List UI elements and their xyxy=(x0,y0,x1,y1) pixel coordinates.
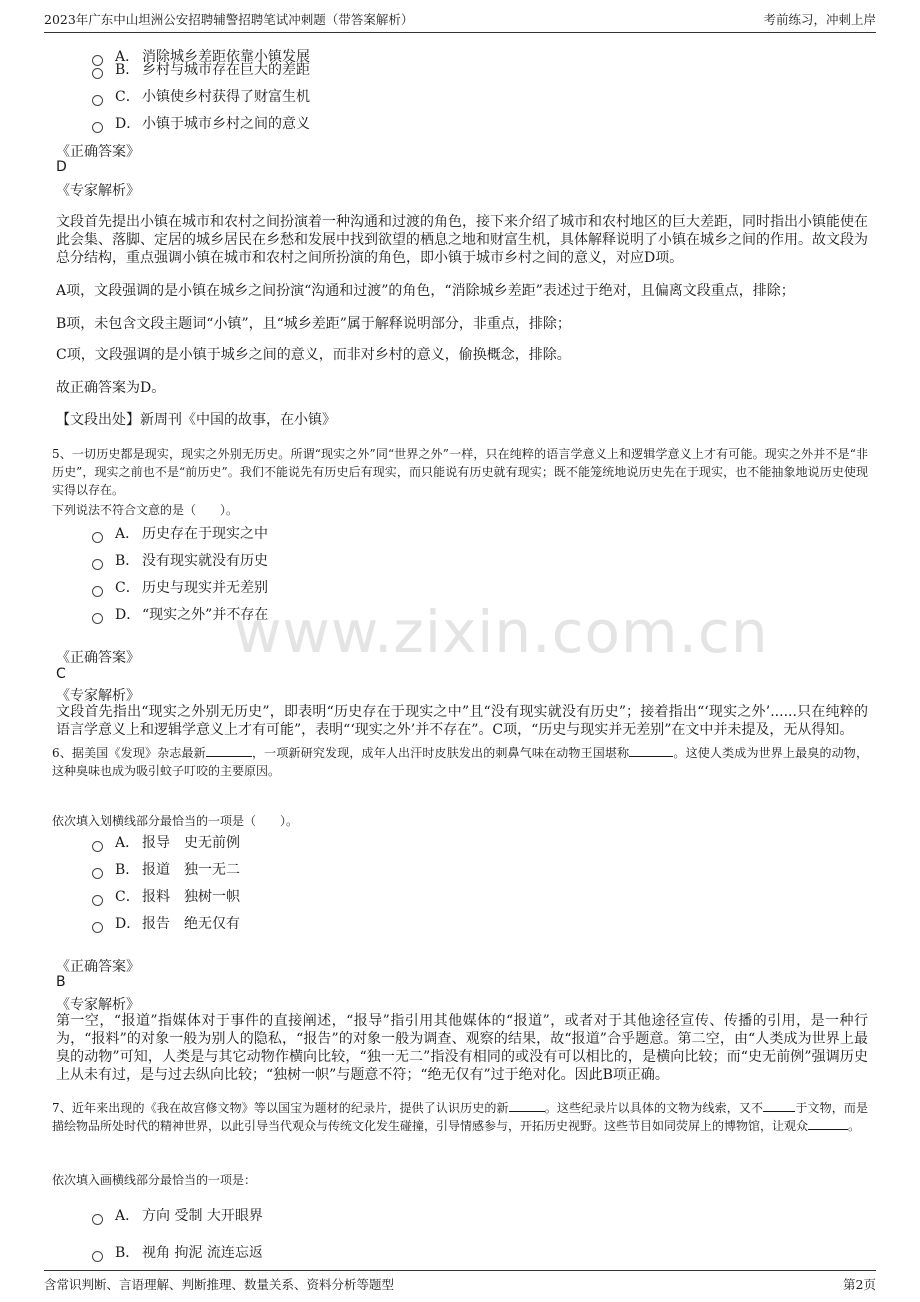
correct-answer: C xyxy=(56,666,66,682)
question-5-prompt: 下列说法不符合文意的是（ ）。 xyxy=(52,503,239,517)
answer-label: 《正确答案》 xyxy=(56,144,140,160)
analysis-label: 《专家解析》 xyxy=(56,183,140,199)
correct-answer: B xyxy=(56,974,66,990)
fill-blank xyxy=(629,744,673,757)
q6-option-a[interactable]: A． 报导 史无前例 xyxy=(92,832,240,852)
question-5-stem: 5、一切历史都是现实，现实之外别无历史。所谓“现实之外”同“世界之外”一样，只在纯粹的语言学意义上和逻辑学意义上才有可能。现实之外并不是“非历史”，现实之前也不是“前历史”。我们不能说先有历史后有现实，而只能说有历史就有现实；既不能笼统地说历史先在于现实，也不能抽象地说历史使现实得以存在。 xyxy=(52,447,868,497)
q5-option-a[interactable]: A． 历史存在于现实之中 xyxy=(92,523,268,543)
radio-icon[interactable] xyxy=(92,841,103,852)
q5-option-d[interactable]: D． “现实之外”并不存在 xyxy=(92,604,268,624)
radio-icon[interactable] xyxy=(92,895,103,906)
q5-option-b[interactable]: B． 没有现实就没有历史 xyxy=(92,550,268,570)
radio-icon[interactable] xyxy=(92,868,103,879)
radio-icon[interactable] xyxy=(92,1251,103,1262)
analysis-paragraph: A项，文段强调的是小镇在城乡之间扮演“沟通和过渡”的角色，“消除城乡差距”表述过于绝对，且偏离文段重点，排除； xyxy=(56,283,795,299)
radio-icon[interactable] xyxy=(92,532,103,543)
q4-option-a[interactable]: A． 消除城乡差距依靠小镇发展 xyxy=(92,46,310,66)
q6-option-c[interactable]: C． 报料 独树一帜 xyxy=(92,886,240,906)
fill-blank xyxy=(808,1117,848,1130)
radio-icon[interactable] xyxy=(92,1214,103,1225)
radio-icon[interactable] xyxy=(92,613,103,624)
question-7-stem: 7、近年来出现的《我在故宫修文物》等以国宝为题材的纪录片，提供了认识历史的新 。这些纪录片以具体的文物为线索，又不 于文物，而是描绘物品所处时代的精神世界，以此引导当代观众与传统文化发生碰撞，引导情感参与，开拓历史视野。这些节目如同荧屏上的博物馆，让观众 。 xyxy=(52,1101,868,1133)
watermark: www.zixin.com.cn xyxy=(234,598,769,666)
question-7-prompt: 依次填入画横线部分最恰当的一项是： xyxy=(52,1173,257,1187)
page-number: 第2页 xyxy=(843,1277,876,1292)
source-note: 【文段出处】新周刊《中国的故事，在小镇》 xyxy=(56,412,336,428)
page-header xyxy=(44,10,876,33)
analysis-label: 《专家解析》 xyxy=(56,688,140,704)
radio-icon[interactable] xyxy=(92,586,103,597)
fill-blank xyxy=(509,1099,545,1112)
analysis-label: 《专家解析》 xyxy=(56,997,140,1013)
footer-note: 含常识判断、言语理解、判断推理、数量关系、资料分析等题型 xyxy=(44,1277,395,1292)
document-title: 2023年广东中山坦洲公安招聘辅警招聘笔试冲刺题（带答案解析） xyxy=(44,12,414,27)
q4-option-d[interactable]: D． 小镇于城市乡村之间的意义 xyxy=(92,113,310,133)
question-6-stem: 6、据美国《发现》杂志最新 ，一项新研究发现，成年人出汗时皮肤发出的刺鼻气味在动物王国堪称 。这使人类成为世界上最臭的动物，这种臭味也成为吸引蚊子叮咬的主要原因。 xyxy=(52,746,868,778)
q5-option-c[interactable]: C． 历史与现实并无差别 xyxy=(92,577,268,597)
fill-blank xyxy=(763,1099,795,1112)
q4-option-c[interactable]: C． 小镇使乡村获得了财富生机 xyxy=(92,86,310,106)
analysis-paragraph: 故正确答案为D。 xyxy=(56,380,166,396)
answer-label: 《正确答案》 xyxy=(56,959,140,975)
analysis-paragraph: 第一空，“报道”指媒体对于事件的直接阐述，“报导”指引用其他媒体的“报道”，或者对于其他途径宣传、传播的引用，是一种行为，“报料”的对象一般为别人的隐私，“报告”的对象一般为调查、观察的结果，故“报道”合乎题意。第二空，由“人类成为世界上最臭的动物”可知，人类是与其它动物作横向比较，“独一无二”指没有相同的或没有可以相比的，是横向比较；而“史无前例”强调历史上从未有过，是与过去纵向比较；“独树一帜”与题意不符；“绝无仅有”过于绝对化。因此B项正确。 xyxy=(56,1013,868,1083)
analysis-paragraph: 文段首先提出小镇在城市和农村之间扮演着一种沟通和过渡的角色，接下来介绍了城市和农村地区的巨大差距，同时指出小镇能使在此会集、落脚、定居的城乡居民在乡愁和发展中找到欲望的栖息之地和财富生机，具体解释说明了小镇在城乡之间的作用。故文段为总分结构，重点强调小镇在城市和农村之间所扮演的角色，即小镇于城市乡村之间的意义，对应D项。 xyxy=(56,214,868,266)
q6-option-b[interactable]: B． 报道 独一无二 xyxy=(92,859,240,879)
q4-option-b[interactable]: B． 乡村与城市存在巨大的差距 xyxy=(92,59,310,79)
radio-icon[interactable] xyxy=(92,122,103,133)
analysis-paragraph: C项，文段强调的是小镇于城乡之间的意义，而非对乡村的意义，偷换概念，排除。 xyxy=(56,347,571,363)
radio-icon[interactable] xyxy=(92,68,103,79)
radio-icon[interactable] xyxy=(92,559,103,570)
fill-blank xyxy=(206,744,252,757)
radio-icon[interactable] xyxy=(92,922,103,933)
q6-option-d[interactable]: D． 报告 绝无仅有 xyxy=(92,913,240,933)
page-footer xyxy=(44,1270,876,1293)
question-6-prompt: 依次填入划横线部分最恰当的一项是（ ）。 xyxy=(52,814,299,828)
correct-answer: D xyxy=(56,159,67,175)
analysis-paragraph: B项，未包含文段主题词“小镇”，且“城乡差距”属于解释说明部分，非重点，排除； xyxy=(56,316,571,332)
q7-option-b[interactable]: B． 视角 拘泥 流连忘返 xyxy=(92,1242,263,1262)
radio-icon[interactable] xyxy=(92,95,103,106)
q7-option-a[interactable]: A． 方向 受制 大开眼界 xyxy=(92,1205,263,1225)
header-slogan: 考前练习，冲刺上岸 xyxy=(763,12,876,27)
analysis-paragraph: 文段首先指出“现实之外别无历史”，即表明“历史存在于现实之中”且“没有现实就没有历史”；接着指出“‘现实之外’......只在纯粹的语言学意义上和逻辑学意义上才有可能”，表明“‘现实之外’并不存在”。C项，“历史与现实并无差别”在文中并未提及，无从得知。 xyxy=(56,704,868,738)
answer-label: 《正确答案》 xyxy=(56,650,140,666)
